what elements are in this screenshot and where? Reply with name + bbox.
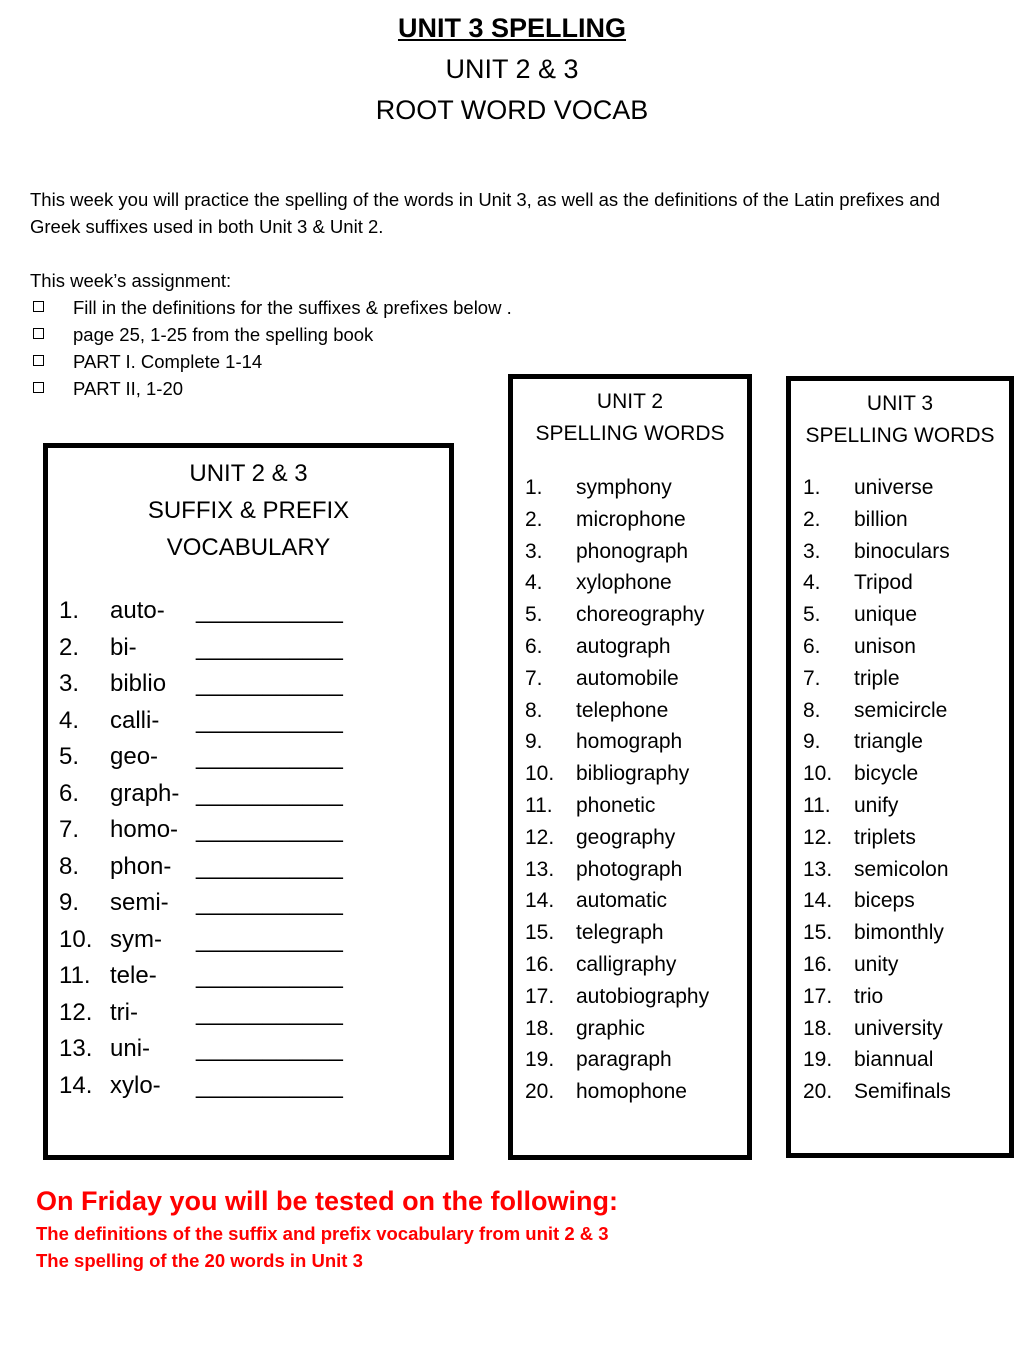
definition-blank: ___________	[196, 743, 343, 770]
vocab-item	[59, 666, 449, 703]
item-number: 12.	[803, 825, 833, 849]
item-number: 15.	[525, 921, 555, 945]
test-notice-line: The definitions of the suffix and prefix vocabulary from unit 2 & 3	[36, 1223, 609, 1244]
assignment-heading: This week’s assignment:	[30, 270, 232, 291]
item-number: 5.	[803, 603, 821, 627]
word-item	[803, 536, 1009, 568]
definition-blank: ___________	[196, 1035, 343, 1062]
vocab-term: sym-	[110, 925, 162, 953]
item-number: 17.	[803, 984, 833, 1008]
word-item	[525, 599, 747, 631]
vocab-term: phon-	[110, 852, 172, 880]
word-item	[803, 663, 1009, 695]
page-title: UNIT 3 SPELLING	[397, 13, 627, 43]
spelling-word: unison	[854, 634, 916, 658]
item-number: 10.	[803, 762, 833, 786]
word-item	[525, 917, 747, 949]
definition-blank: ___________	[196, 597, 343, 624]
unit2-word-list	[513, 472, 747, 1108]
vocab-item	[59, 776, 449, 813]
word-item	[525, 981, 747, 1013]
word-item	[525, 758, 747, 790]
vocab-term: tele-	[110, 962, 157, 989]
item-number: 3.	[525, 539, 543, 563]
word-item	[803, 949, 1009, 981]
vocab-box	[43, 443, 454, 1160]
spelling-word: billion	[854, 507, 908, 531]
item-number: 2.	[803, 507, 821, 531]
spelling-word: choreography	[576, 603, 705, 627]
word-item	[803, 885, 1009, 917]
word-item	[525, 949, 747, 981]
definition-blank: ___________	[196, 852, 343, 880]
word-item	[525, 1076, 747, 1108]
spelling-word: symphony	[576, 476, 672, 499]
word-item	[803, 790, 1009, 822]
spelling-word: bimonthly	[854, 921, 944, 945]
test-notice-heading: On Friday you will be tested on the following:	[36, 1186, 619, 1216]
item-number: 17.	[525, 984, 555, 1008]
vocab-item	[59, 1031, 449, 1068]
item-number: 5.	[525, 603, 543, 627]
spelling-word: Tripod	[854, 571, 913, 595]
vocab-list	[48, 593, 449, 1104]
spelling-word: triple	[854, 666, 900, 690]
vocab-item	[59, 995, 449, 1032]
vocab-term: auto-	[110, 597, 165, 624]
spelling-word: triplets	[854, 825, 916, 849]
vocab-item	[59, 922, 449, 959]
item-number: 14.	[59, 1071, 93, 1099]
word-item	[803, 504, 1009, 536]
item-number: 8.	[803, 698, 821, 722]
spelling-word: unify	[854, 793, 899, 817]
spelling-word: semicolon	[854, 857, 949, 881]
spelling-word: automobile	[576, 666, 679, 690]
spelling-word: homograph	[576, 730, 683, 754]
word-item	[525, 504, 747, 536]
word-item	[525, 663, 747, 695]
word-item	[525, 472, 747, 504]
spelling-word: telegraph	[576, 921, 664, 945]
item-number: 16.	[525, 952, 555, 976]
item-number: 19.	[525, 1048, 555, 1072]
spelling-word: unity	[854, 952, 899, 976]
spelling-word: unique	[854, 603, 918, 627]
word-item	[803, 599, 1009, 631]
vocab-term: calli-	[110, 706, 160, 734]
word-item	[525, 822, 747, 854]
item-number: 9.	[803, 730, 821, 754]
item-number: 8.	[525, 698, 543, 722]
unit3-word-list	[791, 472, 1009, 1108]
item-number: 2.	[525, 507, 543, 531]
item-number: 19.	[803, 1048, 833, 1072]
item-number: 6.	[59, 779, 80, 807]
unit3-box	[786, 376, 1014, 1158]
vocab-term: tri-	[110, 998, 138, 1026]
spelling-word: graphic	[576, 1016, 645, 1040]
definition-blank: ___________	[196, 889, 343, 916]
test-notice	[36, 1182, 996, 1274]
spelling-word: calligraphy	[576, 952, 677, 976]
definition-blank: ___________	[196, 1071, 343, 1099]
item-number: 10.	[525, 762, 555, 786]
definition-blank: ___________	[196, 706, 343, 734]
item-number: 7.	[59, 816, 80, 843]
checkbox-icon	[33, 328, 44, 339]
vocab-item	[59, 630, 449, 667]
word-item	[803, 1076, 1009, 1108]
vocab-item	[59, 593, 449, 630]
vocab-box-heading: UNIT 2 & 3 SUFFIX & PREFIX VOCABULARY	[147, 460, 350, 561]
item-number: 5.	[59, 743, 80, 770]
item-number: 11.	[803, 793, 831, 817]
item-number: 11.	[525, 793, 553, 817]
item-number: 20.	[803, 1080, 833, 1104]
word-item	[803, 726, 1009, 758]
word-item	[525, 1013, 747, 1045]
definition-blank: ___________	[196, 998, 343, 1026]
item-number: 4.	[59, 706, 80, 734]
item-number: 14.	[525, 889, 555, 913]
item-number: 1.	[59, 597, 80, 624]
word-item	[803, 472, 1009, 504]
vocab-item	[59, 812, 449, 849]
page-subtitle-vocab: ROOT WORD VOCAB	[375, 95, 649, 125]
word-item	[803, 822, 1009, 854]
spelling-word: photograph	[576, 857, 683, 881]
word-item	[803, 758, 1009, 790]
item-number: 18.	[525, 1016, 555, 1040]
item-number: 3.	[59, 670, 80, 697]
spelling-word: biceps	[854, 889, 915, 913]
vocab-term: biblio	[110, 670, 167, 697]
spelling-word: homophone	[576, 1080, 687, 1104]
item-number: 7.	[803, 666, 821, 690]
item-number: 7.	[525, 666, 543, 690]
intro-paragraph: This week you will practice the spelling of the words in Unit 3, as well as the definitions of the Latin prefixes and Greek suffixes used in both Unit 3 & Unit 2.	[30, 189, 941, 237]
checkbox-icon	[33, 382, 44, 393]
unit2-box	[508, 374, 752, 1160]
vocab-item	[59, 739, 449, 776]
definition-blank: ___________	[196, 670, 343, 697]
word-item	[525, 536, 747, 568]
item-number: 4.	[525, 571, 543, 595]
spelling-word: xylophone	[576, 571, 672, 595]
word-item	[803, 567, 1009, 599]
spelling-word: phonetic	[576, 793, 656, 817]
spelling-word: biannual	[854, 1048, 934, 1072]
item-number: 18.	[803, 1016, 833, 1040]
vocab-item	[59, 958, 449, 995]
vocab-term: xylo-	[110, 1071, 161, 1099]
test-notice-line: The spelling of the 20 words in Unit 3	[36, 1250, 363, 1271]
vocab-term: uni-	[110, 1035, 151, 1062]
spelling-word: automatic	[576, 889, 668, 913]
word-item	[525, 854, 747, 886]
unit2-box-heading: UNIT 2 SPELLING WORDS	[535, 390, 725, 445]
item-number: 12.	[59, 998, 93, 1026]
word-item	[803, 854, 1009, 886]
item-number: 2.	[59, 633, 80, 661]
item-number: 14.	[803, 889, 833, 913]
definition-blank: ___________	[196, 633, 343, 661]
word-item	[525, 885, 747, 917]
item-number: 16.	[803, 952, 833, 976]
definition-blank: ___________	[196, 962, 343, 989]
unit3-box-heading: UNIT 3 SPELLING WORDS	[805, 392, 995, 447]
word-item	[803, 981, 1009, 1013]
spelling-word: autobiography	[576, 984, 710, 1008]
vocab-item	[59, 703, 449, 740]
assignment-item: Fill in the definitions for the suffixes & prefixes below .	[30, 294, 730, 321]
spelling-word: semicircle	[854, 698, 948, 722]
word-item	[803, 631, 1009, 663]
spelling-word: microphone	[576, 507, 686, 531]
definition-blank: ___________	[196, 816, 343, 843]
page-subtitle-units: UNIT 2 & 3	[445, 54, 579, 84]
vocab-term: geo-	[110, 743, 159, 770]
spelling-word: university	[854, 1016, 943, 1040]
spelling-word: bicycle	[854, 762, 919, 786]
spelling-word: paragraph	[576, 1048, 672, 1072]
item-number: 20.	[525, 1080, 555, 1104]
item-number: 6.	[803, 634, 821, 658]
vocab-term: homo-	[110, 816, 179, 843]
checkbox-icon	[33, 301, 44, 312]
item-number: 6.	[525, 634, 543, 658]
item-number: 10.	[59, 925, 93, 953]
spelling-word: binoculars	[854, 539, 950, 563]
item-number: 9.	[59, 889, 80, 916]
spelling-word: telephone	[576, 698, 669, 722]
word-item	[803, 695, 1009, 727]
word-item	[525, 567, 747, 599]
item-number: 4.	[803, 571, 821, 595]
item-number: 9.	[525, 730, 543, 754]
spelling-word: universe	[854, 476, 934, 499]
item-number: 15.	[803, 921, 833, 945]
spelling-word: bibliography	[576, 762, 690, 786]
item-number: 1.	[525, 476, 543, 499]
definition-blank: ___________	[196, 779, 343, 807]
spelling-word: trio	[854, 984, 884, 1008]
spelling-word: autograph	[576, 634, 671, 658]
definition-blank: ___________	[196, 925, 343, 953]
item-number: 13.	[525, 857, 555, 881]
word-item	[803, 1013, 1009, 1045]
assignment-item: PART I. Complete 1-14	[30, 348, 730, 375]
spelling-word: geography	[576, 825, 676, 849]
assignment-item: page 25, 1-25 from the spelling book	[30, 321, 730, 348]
spelling-word: phonograph	[576, 539, 689, 563]
vocab-item	[59, 1068, 449, 1105]
vocab-item	[59, 849, 449, 886]
word-item	[525, 790, 747, 822]
word-item	[525, 631, 747, 663]
item-number: 1.	[803, 476, 821, 499]
assignment-item: PART II, 1-20	[30, 375, 730, 402]
item-number: 8.	[59, 852, 80, 880]
item-number: 11.	[59, 962, 91, 989]
spelling-word: triangle	[854, 730, 923, 754]
vocab-term: semi-	[110, 889, 169, 916]
item-number: 3.	[803, 539, 821, 563]
word-item	[525, 695, 747, 727]
checkbox-icon	[33, 355, 44, 366]
word-item	[525, 726, 747, 758]
item-number: 13.	[803, 857, 833, 881]
title-block	[0, 8, 1024, 131]
vocab-item	[59, 885, 449, 922]
word-item	[525, 1044, 747, 1076]
item-number: 12.	[525, 825, 555, 849]
spelling-word: Semifinals	[854, 1080, 951, 1104]
vocab-term: bi-	[110, 633, 137, 661]
word-item	[803, 1044, 1009, 1076]
item-number: 13.	[59, 1035, 93, 1062]
vocab-term: graph-	[110, 779, 180, 807]
word-item	[803, 917, 1009, 949]
